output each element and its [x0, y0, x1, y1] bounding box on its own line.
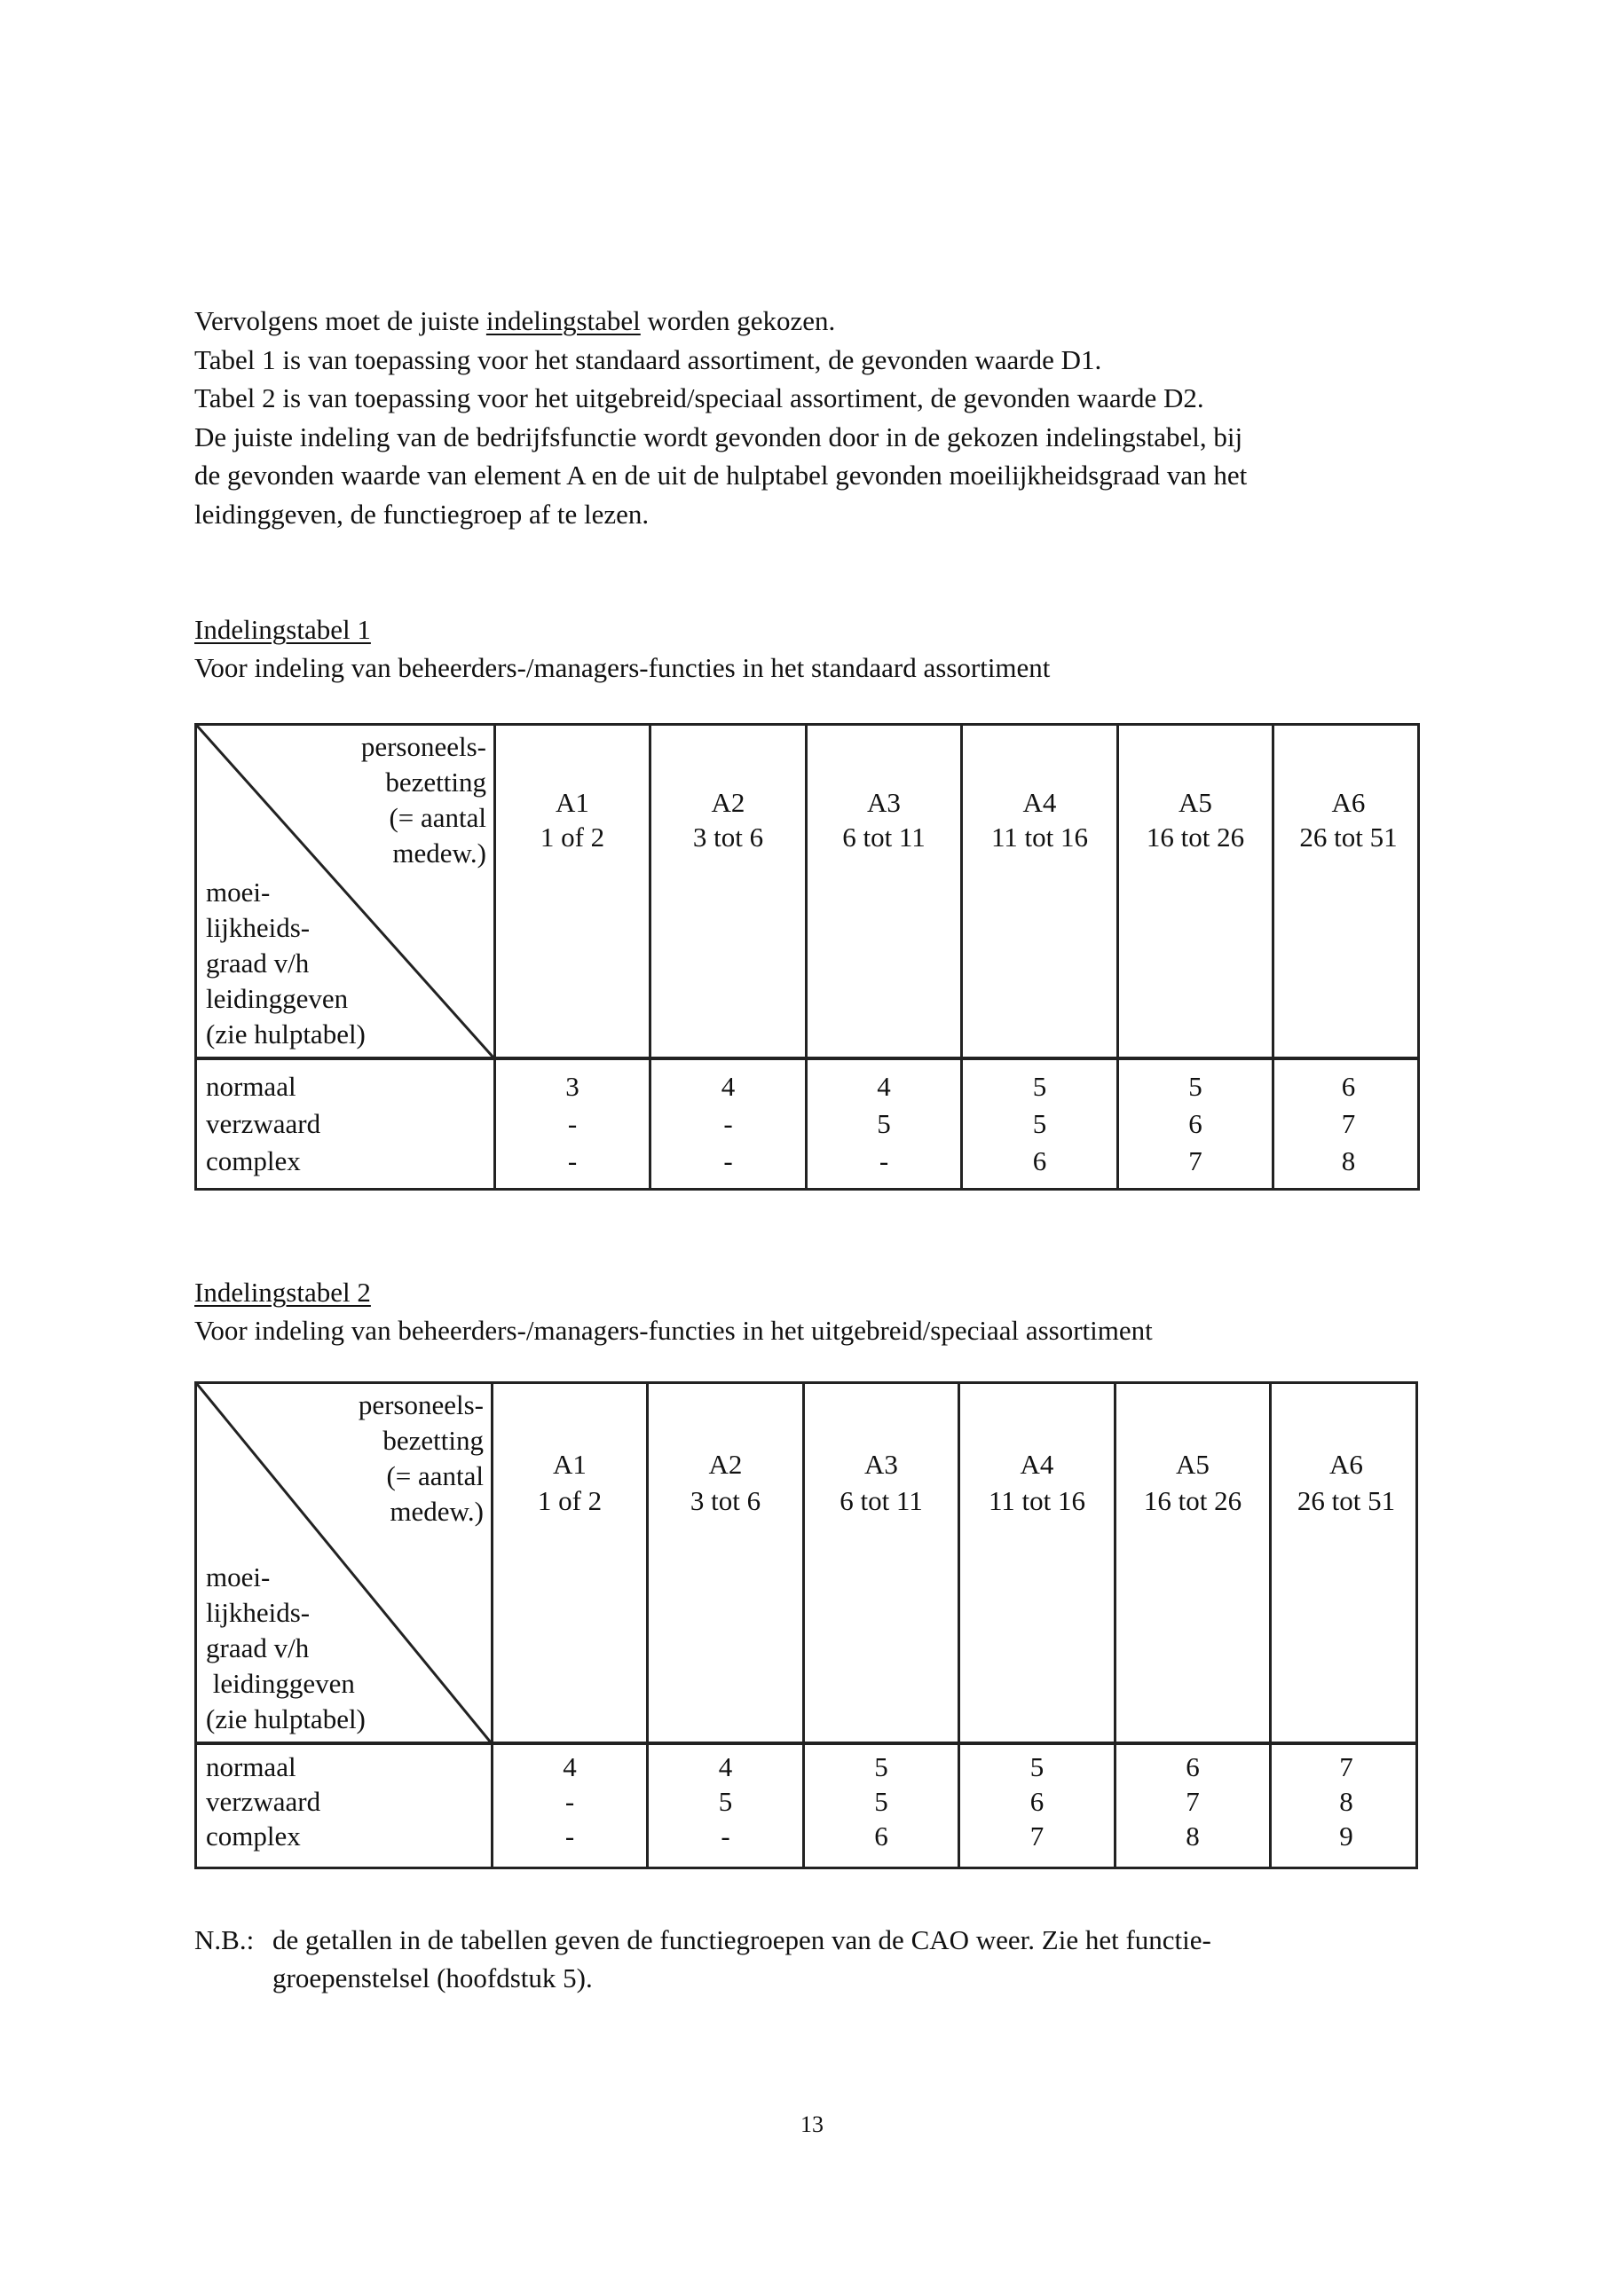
indelingstabel-2 [194, 1381, 1418, 1869]
indelingstabel-underlined-term: indelingstabel [485, 305, 641, 336]
table-1-title: Indelingstabel 1 [194, 614, 371, 645]
page-number: 13 [800, 2111, 824, 2137]
table-2-col-A5: A5 16 tot 26 6 7 8 [1116, 1384, 1272, 1867]
table-2-col-A1: A1 1 of 2 4 - - [493, 1384, 649, 1867]
table-2-subtitle: Voor indeling van beheerders-/managers-functies in het uitgebreid/speciaal assortiment [194, 1315, 1153, 1346]
row-label-verzwaard: verzwaard [206, 1108, 321, 1139]
table-2-row-labels [206, 1750, 320, 1853]
row-label-complex: complex [206, 1145, 301, 1176]
note-line-1: de getallen in de tabellen geven de functiegroepen van de CAO weer. Zie het functie- [272, 1924, 1211, 1955]
corner-row-axis-label: moei- lijkheids- graad v/h leidinggeven (zie hulptabel) [206, 1561, 366, 1734]
footnote [194, 1921, 1211, 1997]
indelingstabel-1 [194, 723, 1420, 1191]
corner-column-axis-label: personeels- bezetting (= aantal medew.) [360, 731, 486, 869]
table-1-col-A2: A2 3 tot 6 4 - - [651, 726, 808, 1188]
table-1-subtitle: Voor indeling van beheerders-/managers-functies in het standaard assortiment [194, 652, 1051, 683]
intro-line-4: De juiste indeling van de bedrijfsfunctie wordt gevonden door in de gekozen indelingstabel, bij [194, 421, 1243, 452]
table-1-value-columns [493, 726, 1417, 1188]
table-2-caption [194, 1273, 1153, 1349]
intro-line-1: Vervolgens moet de juiste indelingstabel worden gekozen. [194, 305, 836, 336]
table-1-col-A1: A1 1 of 2 3 - - [496, 726, 651, 1188]
table-1-col-A4: A4 11 tot 16 5 5 6 [963, 726, 1119, 1188]
row-label-normaal: normaal [206, 1751, 296, 1782]
table-1-col-A5: A5 16 tot 26 5 6 7 [1119, 726, 1274, 1188]
table-1-col-A3: A3 6 tot 11 4 5 - [808, 726, 963, 1188]
row-label-normaal: normaal [206, 1071, 296, 1102]
note-lead: N.B.: [194, 1924, 255, 1955]
table-2-col-A3: A3 6 tot 11 5 5 6 [805, 1384, 960, 1867]
table-2-corner-cell [197, 1384, 493, 1742]
row-label-complex: complex [206, 1820, 301, 1852]
row-label-verzwaard: verzwaard [206, 1786, 321, 1817]
table-1-caption [194, 610, 1050, 687]
table-1-row-labels [206, 1068, 320, 1180]
table-1-col-A6: A6 26 tot 51 6 7 8 [1299, 787, 1398, 1176]
intro-line-6: leidinggeven, de functiegroep af te lezen. [194, 498, 650, 530]
table-2-col-A2: A2 3 tot 6 4 5 - [649, 1384, 805, 1867]
table-2-title: Indelingstabel 2 [194, 1277, 371, 1308]
corner-row-axis-label: moei- lijkheids- graad v/h leidinggeven (zie hulptabel) [206, 877, 366, 1050]
intro-line-2: Tabel 1 is van toepassing voor het standaard assortiment, de gevonden waarde D1. [194, 343, 1102, 375]
intro-line-5: de gevonden waarde van element A en de uit de hulptabel gevonden moeilijkheidsgraad van het [194, 460, 1248, 491]
intro-line-3: Tabel 2 is van toepassing voor het uitgebreid/speciaal assortiment, de gevonden waarde D2. [194, 382, 1204, 413]
table-1-corner-cell [197, 726, 496, 1058]
intro-paragraph [194, 302, 1437, 533]
table-2-col-A4: A4 11 tot 16 5 6 7 [960, 1384, 1116, 1867]
corner-column-axis-label: personeels- bezetting (= aantal medew.) [358, 1389, 484, 1527]
table-2-col-A6: A6 26 tot 51 7 8 9 [1297, 1449, 1396, 1852]
table-2-value-columns [491, 1384, 1415, 1867]
note-line-2: groepenstelsel (hoofdstuk 5). [272, 1962, 593, 1993]
